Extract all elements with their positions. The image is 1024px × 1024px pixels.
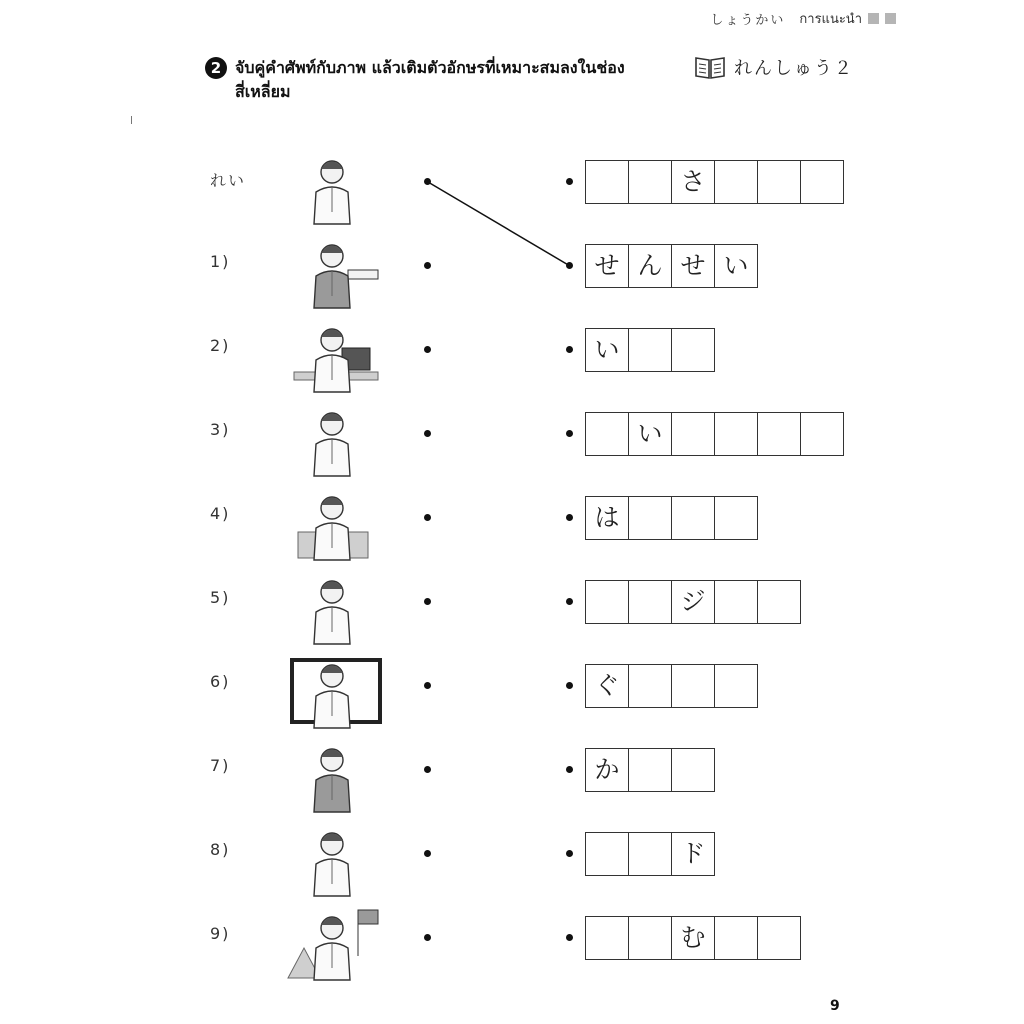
picture-match-dot[interactable] [424,430,431,437]
matching-row [0,839,1024,938]
exercise-instruction [205,56,665,104]
header-square-icon [885,13,896,24]
page-number: 9 [830,998,840,1014]
answer-box[interactable] [714,412,758,456]
answer-box[interactable] [671,664,715,708]
answer-boxes [585,160,844,204]
answer-box[interactable]: ド [671,832,715,876]
word-match-dot[interactable] [566,346,573,353]
word-match-dot[interactable] [566,430,573,437]
matching-row [0,167,1024,266]
section-title-th: การแนะนำ [799,12,862,27]
answer-box[interactable] [714,580,758,624]
answer-box[interactable] [671,496,715,540]
answer-boxes [585,916,801,960]
row-label: れい [210,171,247,190]
answer-box[interactable]: ぐ [585,664,629,708]
answer-box[interactable] [671,412,715,456]
picture-match-dot[interactable] [424,682,431,689]
open-book-icon [694,54,726,80]
office-worker-icon [284,320,388,394]
answer-box[interactable] [800,160,844,204]
answer-box[interactable] [628,160,672,204]
matching-row [0,251,1024,350]
answer-box[interactable]: ん [628,244,672,288]
answer-box[interactable]: い [585,328,629,372]
answer-boxes [585,328,715,372]
practice-label [694,54,854,80]
engineer-icon [284,488,388,562]
word-match-dot[interactable] [566,850,573,857]
answer-box[interactable] [714,160,758,204]
picture-match-dot[interactable] [424,178,431,185]
answer-box[interactable]: い [628,412,672,456]
answer-box[interactable] [628,832,672,876]
word-match-dot[interactable] [566,766,573,773]
picture-match-dot[interactable] [424,766,431,773]
singer-icon [284,572,388,646]
section-title-jp: しょうかい [710,13,786,28]
matching-row [0,503,1024,602]
answer-boxes [585,412,844,456]
instruction-text: จับคู่คำศัพท์กับภาพ แล้วเติมตัวอักษรที่เหมาะสมลงในช่องสี่เหลี่ยม [235,58,625,101]
word-match-dot[interactable] [566,514,573,521]
row-label: 8) [210,840,231,859]
row-label: 5) [210,588,231,607]
answer-boxes [585,748,715,792]
matching-row [0,923,1024,1022]
answer-box[interactable] [628,496,672,540]
matching-row [0,335,1024,434]
answer-box[interactable] [671,748,715,792]
row-label: 7) [210,756,231,775]
answer-box[interactable] [628,580,672,624]
tv-announcer-icon [284,656,388,730]
answer-boxes [585,832,715,876]
answer-box[interactable] [585,916,629,960]
word-match-dot[interactable] [566,682,573,689]
tour-guide-icon [284,908,388,982]
row-label: 9) [210,924,231,943]
row-label: 3) [210,420,231,439]
matching-row [0,419,1024,518]
answer-box[interactable] [757,412,801,456]
picture-match-dot[interactable] [424,262,431,269]
answer-box[interactable] [714,664,758,708]
answer-box[interactable] [714,916,758,960]
answer-box[interactable] [757,160,801,204]
word-match-dot[interactable] [566,934,573,941]
word-match-dot[interactable] [566,262,573,269]
answer-box[interactable]: は [585,496,629,540]
civil-servant-icon [284,824,388,898]
student-icon [284,152,388,226]
answer-box[interactable] [757,916,801,960]
answer-box[interactable] [628,328,672,372]
answer-boxes [585,580,801,624]
row-label: 4) [210,504,231,523]
doctor-icon [284,404,388,478]
answer-boxes [585,244,758,288]
practice-title: れんしゅう２ [734,58,854,79]
answer-box[interactable]: ジ [671,580,715,624]
page-header [710,8,896,29]
word-match-dot[interactable] [566,598,573,605]
answer-box[interactable] [585,160,629,204]
answer-box[interactable] [585,832,629,876]
matching-row [0,587,1024,686]
answer-boxes [585,496,758,540]
answer-box[interactable] [757,580,801,624]
traffic-police-icon [284,236,388,310]
answer-box[interactable] [714,496,758,540]
answer-box[interactable] [585,580,629,624]
answer-boxes [585,664,758,708]
row-label: 1) [210,252,231,271]
answer-box[interactable] [671,328,715,372]
picture-match-dot[interactable] [424,346,431,353]
soldier-icon [284,740,388,814]
answer-box[interactable] [628,748,672,792]
answer-box[interactable]: せ [671,244,715,288]
row-label: 6) [210,672,231,691]
answer-box[interactable]: か [585,748,629,792]
word-match-dot[interactable] [566,178,573,185]
answer-box[interactable]: さ [671,160,715,204]
exercise-number-badge: 2 [205,57,227,79]
matching-row [0,755,1024,854]
picture-match-dot[interactable] [424,598,431,605]
picture-match-dot[interactable] [424,514,431,521]
answer-box[interactable] [585,412,629,456]
picture-match-dot[interactable] [424,850,431,857]
answer-box[interactable]: せ [585,244,629,288]
header-square-icon [868,13,879,24]
picture-match-dot[interactable] [424,934,431,941]
matching-row [0,671,1024,770]
answer-box[interactable] [628,916,672,960]
answer-box[interactable]: い [714,244,758,288]
answer-box[interactable] [628,664,672,708]
row-label: 2) [210,336,231,355]
answer-box[interactable]: む [671,916,715,960]
margin-tick [131,116,132,124]
answer-box[interactable] [800,412,844,456]
